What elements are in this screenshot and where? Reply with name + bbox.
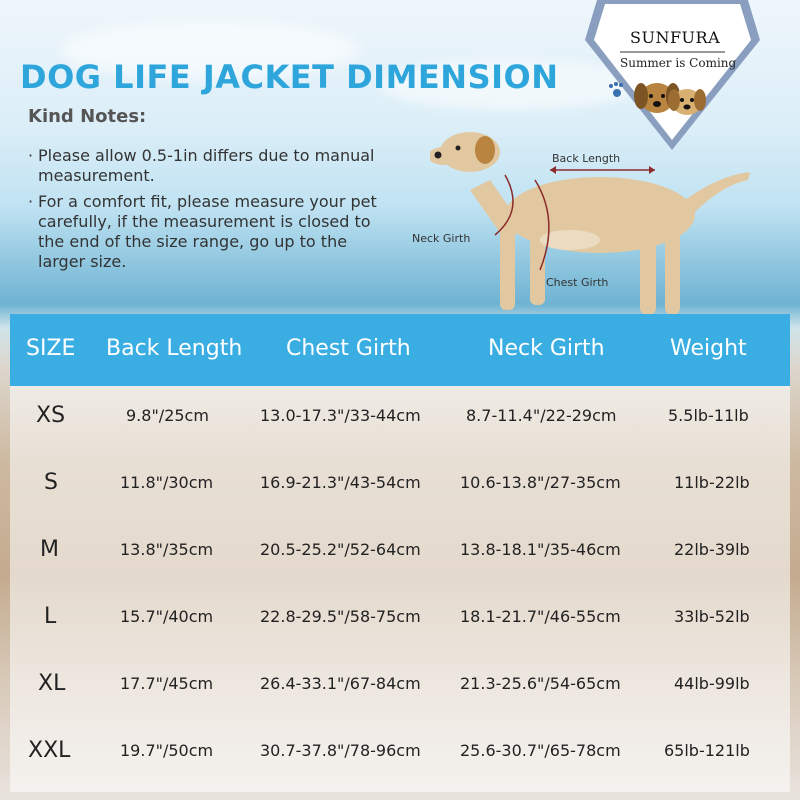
cell-weight: 65lb-121lb <box>664 741 750 760</box>
table-row <box>10 520 790 587</box>
note-item <box>28 192 398 272</box>
cell-chest-girth: 22.8-29.5"/58-75cm <box>260 607 421 626</box>
cell-chest-girth: 13.0-17.3"/33-44cm <box>260 406 421 425</box>
table-body <box>10 386 790 792</box>
header-size: SIZE <box>26 336 76 361</box>
bullet-icon: · <box>28 192 34 211</box>
cell-size: XXL <box>28 738 71 763</box>
cell-back-length: 17.7"/45cm <box>120 674 214 693</box>
cell-neck-girth: 25.6-30.7"/65-78cm <box>460 741 621 760</box>
cell-chest-girth: 30.7-37.8"/78-96cm <box>260 741 421 760</box>
header-chest-girth: Chest Girth <box>286 336 411 361</box>
cell-weight: 11lb-22lb <box>674 473 750 492</box>
cell-back-length: 11.8"/30cm <box>120 473 214 492</box>
notes-heading: Kind Notes: <box>28 106 147 127</box>
table-row <box>10 386 790 453</box>
dog-eye <box>456 146 461 151</box>
brand-tagline: Summer is Coming <box>620 56 737 70</box>
table-row <box>10 453 790 520</box>
note-text: For a comfort fit, please measure your pet carefully, if the measurement is closed to the end of the size range, go up to the larger size. <box>38 192 377 271</box>
cell-chest-girth: 26.4-33.1"/67-84cm <box>260 674 421 693</box>
dog-nose <box>435 152 442 159</box>
cell-size: L <box>44 604 57 629</box>
table-header <box>10 314 790 386</box>
page-title: DOG LIFE JACKET DIMENSION <box>20 58 559 96</box>
dog-ear <box>475 136 495 164</box>
cell-size: M <box>40 537 59 562</box>
header-weight: Weight <box>670 336 747 361</box>
note-text: Please allow 0.5-1in differs due to manual measurement. <box>38 146 375 185</box>
cell-weight: 22lb-39lb <box>674 540 750 559</box>
cell-size: S <box>44 470 58 495</box>
table-row <box>10 654 790 721</box>
cell-neck-girth: 18.1-21.7"/46-55cm <box>460 607 621 626</box>
bullet-icon: · <box>28 146 34 165</box>
table-row <box>10 721 790 788</box>
cell-size: XL <box>38 671 66 696</box>
cell-neck-girth: 10.6-13.8"/27-35cm <box>460 473 621 492</box>
cell-neck-girth: 8.7-11.4"/22-29cm <box>466 406 617 425</box>
table-row <box>10 587 790 654</box>
cell-chest-girth: 20.5-25.2"/52-64cm <box>260 540 421 559</box>
cell-back-length: 13.8"/35cm <box>120 540 214 559</box>
cell-size: XS <box>36 403 66 428</box>
cell-back-length: 19.7"/50cm <box>120 741 214 760</box>
header-neck-girth: Neck Girth <box>488 336 605 361</box>
cell-neck-girth: 13.8-18.1"/35-46cm <box>460 540 621 559</box>
cell-weight: 44lb-99lb <box>674 674 750 693</box>
note-item <box>28 146 398 186</box>
cell-neck-girth: 21.3-25.6"/54-65cm <box>460 674 621 693</box>
cell-chest-girth: 16.9-21.3"/43-54cm <box>260 473 421 492</box>
cell-weight: 33lb-52lb <box>674 607 750 626</box>
back-length-label: Back Length <box>552 152 621 165</box>
cell-weight: 5.5lb-11lb <box>668 406 749 425</box>
cell-back-length: 15.7"/40cm <box>120 607 214 626</box>
cell-back-length: 9.8"/25cm <box>126 406 209 425</box>
chest-girth-label: Chest Girth <box>546 276 609 289</box>
brand-name: SUNFURA <box>630 28 721 47</box>
size-table <box>10 314 790 792</box>
paw-icon <box>609 82 623 97</box>
header-back-length: Back Length <box>106 336 243 361</box>
neck-girth-label: Neck Girth <box>412 232 471 245</box>
